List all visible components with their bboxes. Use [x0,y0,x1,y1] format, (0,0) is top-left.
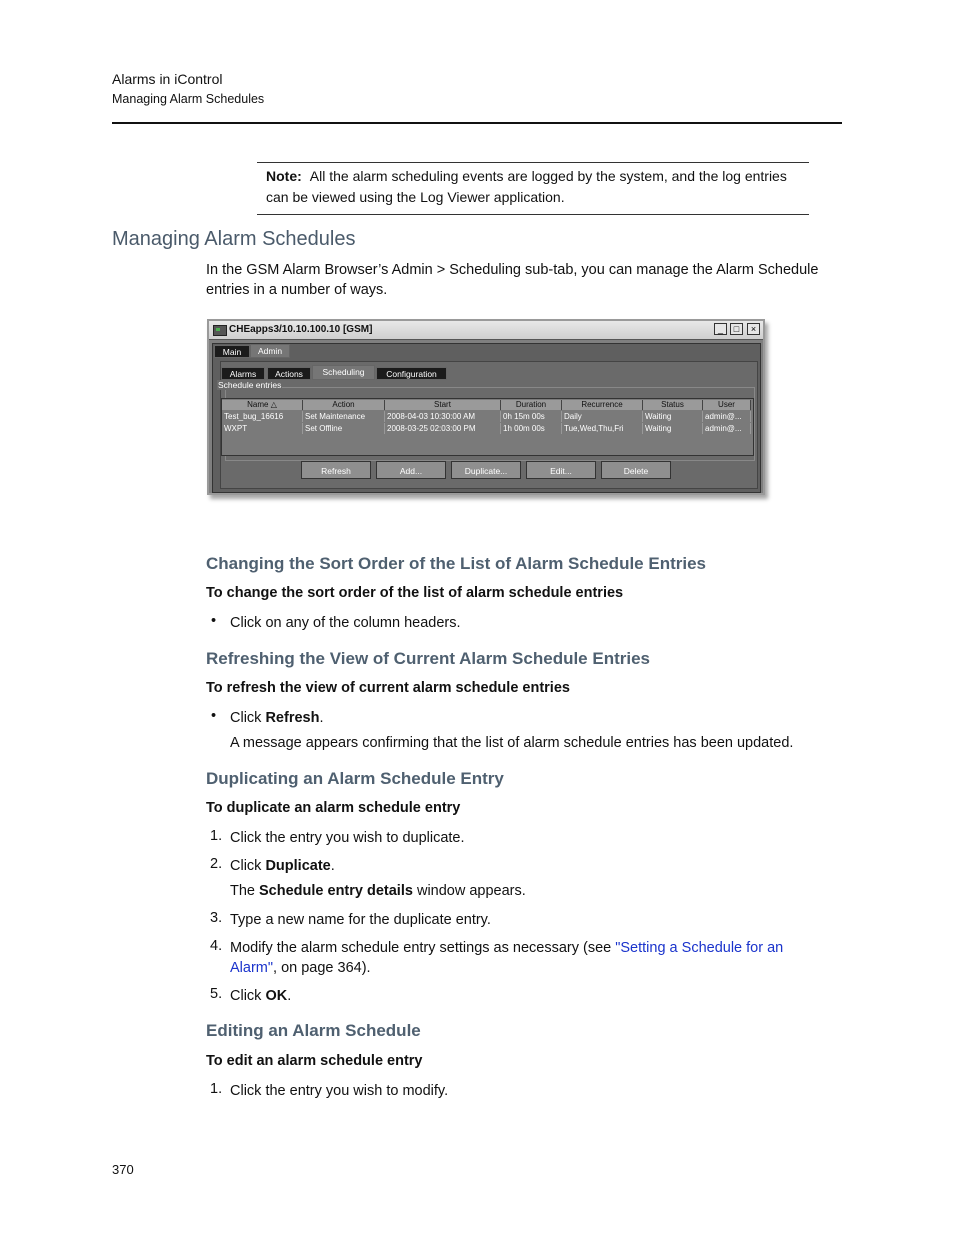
step-number: 5. [210,986,223,1002]
text: . [319,710,324,726]
minimize-button[interactable]: _ [714,323,727,335]
duplicate-button[interactable]: Duplicate... [451,461,521,479]
duplicate-step-1: Click the entry you wish to duplicate. [230,830,465,846]
bullet-marker: • [211,708,217,724]
edit-step-1: Click the entry you wish to modify. [230,1083,449,1099]
tab-admin[interactable]: Admin [250,344,290,358]
header-rule [112,122,842,124]
procedure-title-sort: To change the sort order of the list of alarm schedule entries [206,585,624,601]
table-cell[interactable]: 1h 00m 00s [501,423,562,434]
gsm-alarm-browser-window [207,319,765,495]
text: . [287,988,292,1004]
procedure-title-duplicate: To duplicate an alarm schedule entry [206,800,461,816]
intro-paragraph: In the GSM Alarm Browser’s Admin > Scheduling sub-tab, you can manage the Alarm Schedule entries in a number of ways. [206,262,819,298]
procedure-title-edit: To edit an alarm schedule entry [206,1053,423,1069]
delete-button[interactable]: Delete [601,461,671,479]
duplicate-step-2 [230,856,830,876]
table-cell[interactable]: admin@... [703,411,751,422]
text: The [230,883,260,899]
table-cell[interactable]: Test_bug_16616 [222,411,303,422]
running-header-chapter: Alarms in iControl [112,71,223,87]
refresh-button[interactable]: Refresh [301,461,371,479]
add-button[interactable]: Add... [376,461,446,479]
table-cell[interactable]: Waiting [643,423,703,434]
table-cell[interactable]: admin@... [703,423,751,434]
duplicate-step-3: Type a new name for the duplicate entry. [230,912,491,928]
bullet-marker: • [211,613,217,629]
text: Click [230,858,266,874]
page-number: 370 [112,1162,134,1177]
ui-term: Refresh [265,710,320,726]
tab-main[interactable]: Main [214,345,250,358]
section-heading-edit: Editing an Alarm Schedule [206,1021,421,1040]
cross-reference-link[interactable]: "Setting a Schedule for an Alarm" [230,940,784,976]
note-label: Note: [266,168,302,184]
table-cell[interactable]: WXPT [222,423,303,434]
col-header-action[interactable]: Action [303,400,385,410]
col-header-user[interactable]: User [703,400,751,410]
section-heading-duplicate: Duplicating an Alarm Schedule Entry [206,769,504,788]
text: , on page 364). [273,960,371,976]
table-cell[interactable]: Daily [562,411,643,422]
tab-configuration[interactable]: Configuration [376,367,447,380]
text: Click [230,988,266,1004]
sort-step: Click on any of the column headers. [230,615,461,631]
step-number: 4. [210,938,223,954]
text: window appears. [412,883,526,899]
tab-scheduling[interactable]: Scheduling [312,365,375,380]
table-cell[interactable]: Waiting [643,411,703,422]
duplicate-step-2-result [230,881,830,901]
note-text: All the alarm scheduling events are logged by the system, and the log entries can be viewed using the Log Viewer application. [266,168,787,205]
text: Click [230,710,266,726]
ui-term: Schedule entry details [259,883,413,899]
tab-alarms[interactable]: Alarms [221,367,265,380]
tab-actions[interactable]: Actions [267,367,311,380]
table-cell[interactable]: Set Maintenance [303,411,385,422]
refresh-result: A message appears confirming that the list of alarm schedule entries has been updated. [230,735,794,751]
text: Modify the alarm schedule entry settings as necessary (see [230,940,616,956]
text: . [330,858,335,874]
step-number: 1. [210,1081,223,1097]
window-title: CHEapps3/10.10.100.10 [GSM] [229,324,373,335]
ui-term: OK [265,988,288,1004]
table-cell[interactable]: 2008-03-25 02:03:00 PM [385,423,501,434]
col-header-status[interactable]: Status [643,400,703,410]
table-cell[interactable]: 0h 15m 00s [501,411,562,422]
ui-term: Duplicate [265,858,331,874]
schedule-table [221,398,754,456]
edit-button[interactable]: Edit... [526,461,596,479]
table-cell[interactable]: Set Offline [303,423,385,434]
table-cell[interactable]: Tue,Wed,Thu,Fri [562,423,643,434]
col-header-name[interactable]: Name △ [222,400,303,410]
procedure-title-refresh: To refresh the view of current alarm schedule entries [206,680,570,696]
section-heading-refresh: Refreshing the View of Current Alarm Schedule Entries [206,649,650,668]
group-label: Schedule entries [218,380,282,390]
refresh-step [230,708,830,728]
maximize-button[interactable]: □ [730,323,743,335]
col-header-start[interactable]: Start [385,400,501,410]
section-heading-sort: Changing the Sort Order of the List of Alarm Schedule Entries [206,554,706,573]
close-button[interactable]: × [747,323,760,335]
col-header-duration[interactable]: Duration [501,400,562,410]
table-cell[interactable]: 2008-04-03 10:30:00 AM [385,411,501,422]
step-number: 1. [210,828,223,844]
window-titlebar [209,321,763,340]
step-number: 2. [210,856,223,872]
duplicate-step-4 [230,938,820,978]
step-number: 3. [210,910,223,926]
col-header-recurrence[interactable]: Recurrence [562,400,643,410]
page-title: Managing Alarm Schedules [112,228,356,250]
running-header-section: Managing Alarm Schedules [112,92,265,106]
duplicate-step-5 [230,986,830,1006]
app-icon [213,325,227,336]
note-box [257,162,809,215]
